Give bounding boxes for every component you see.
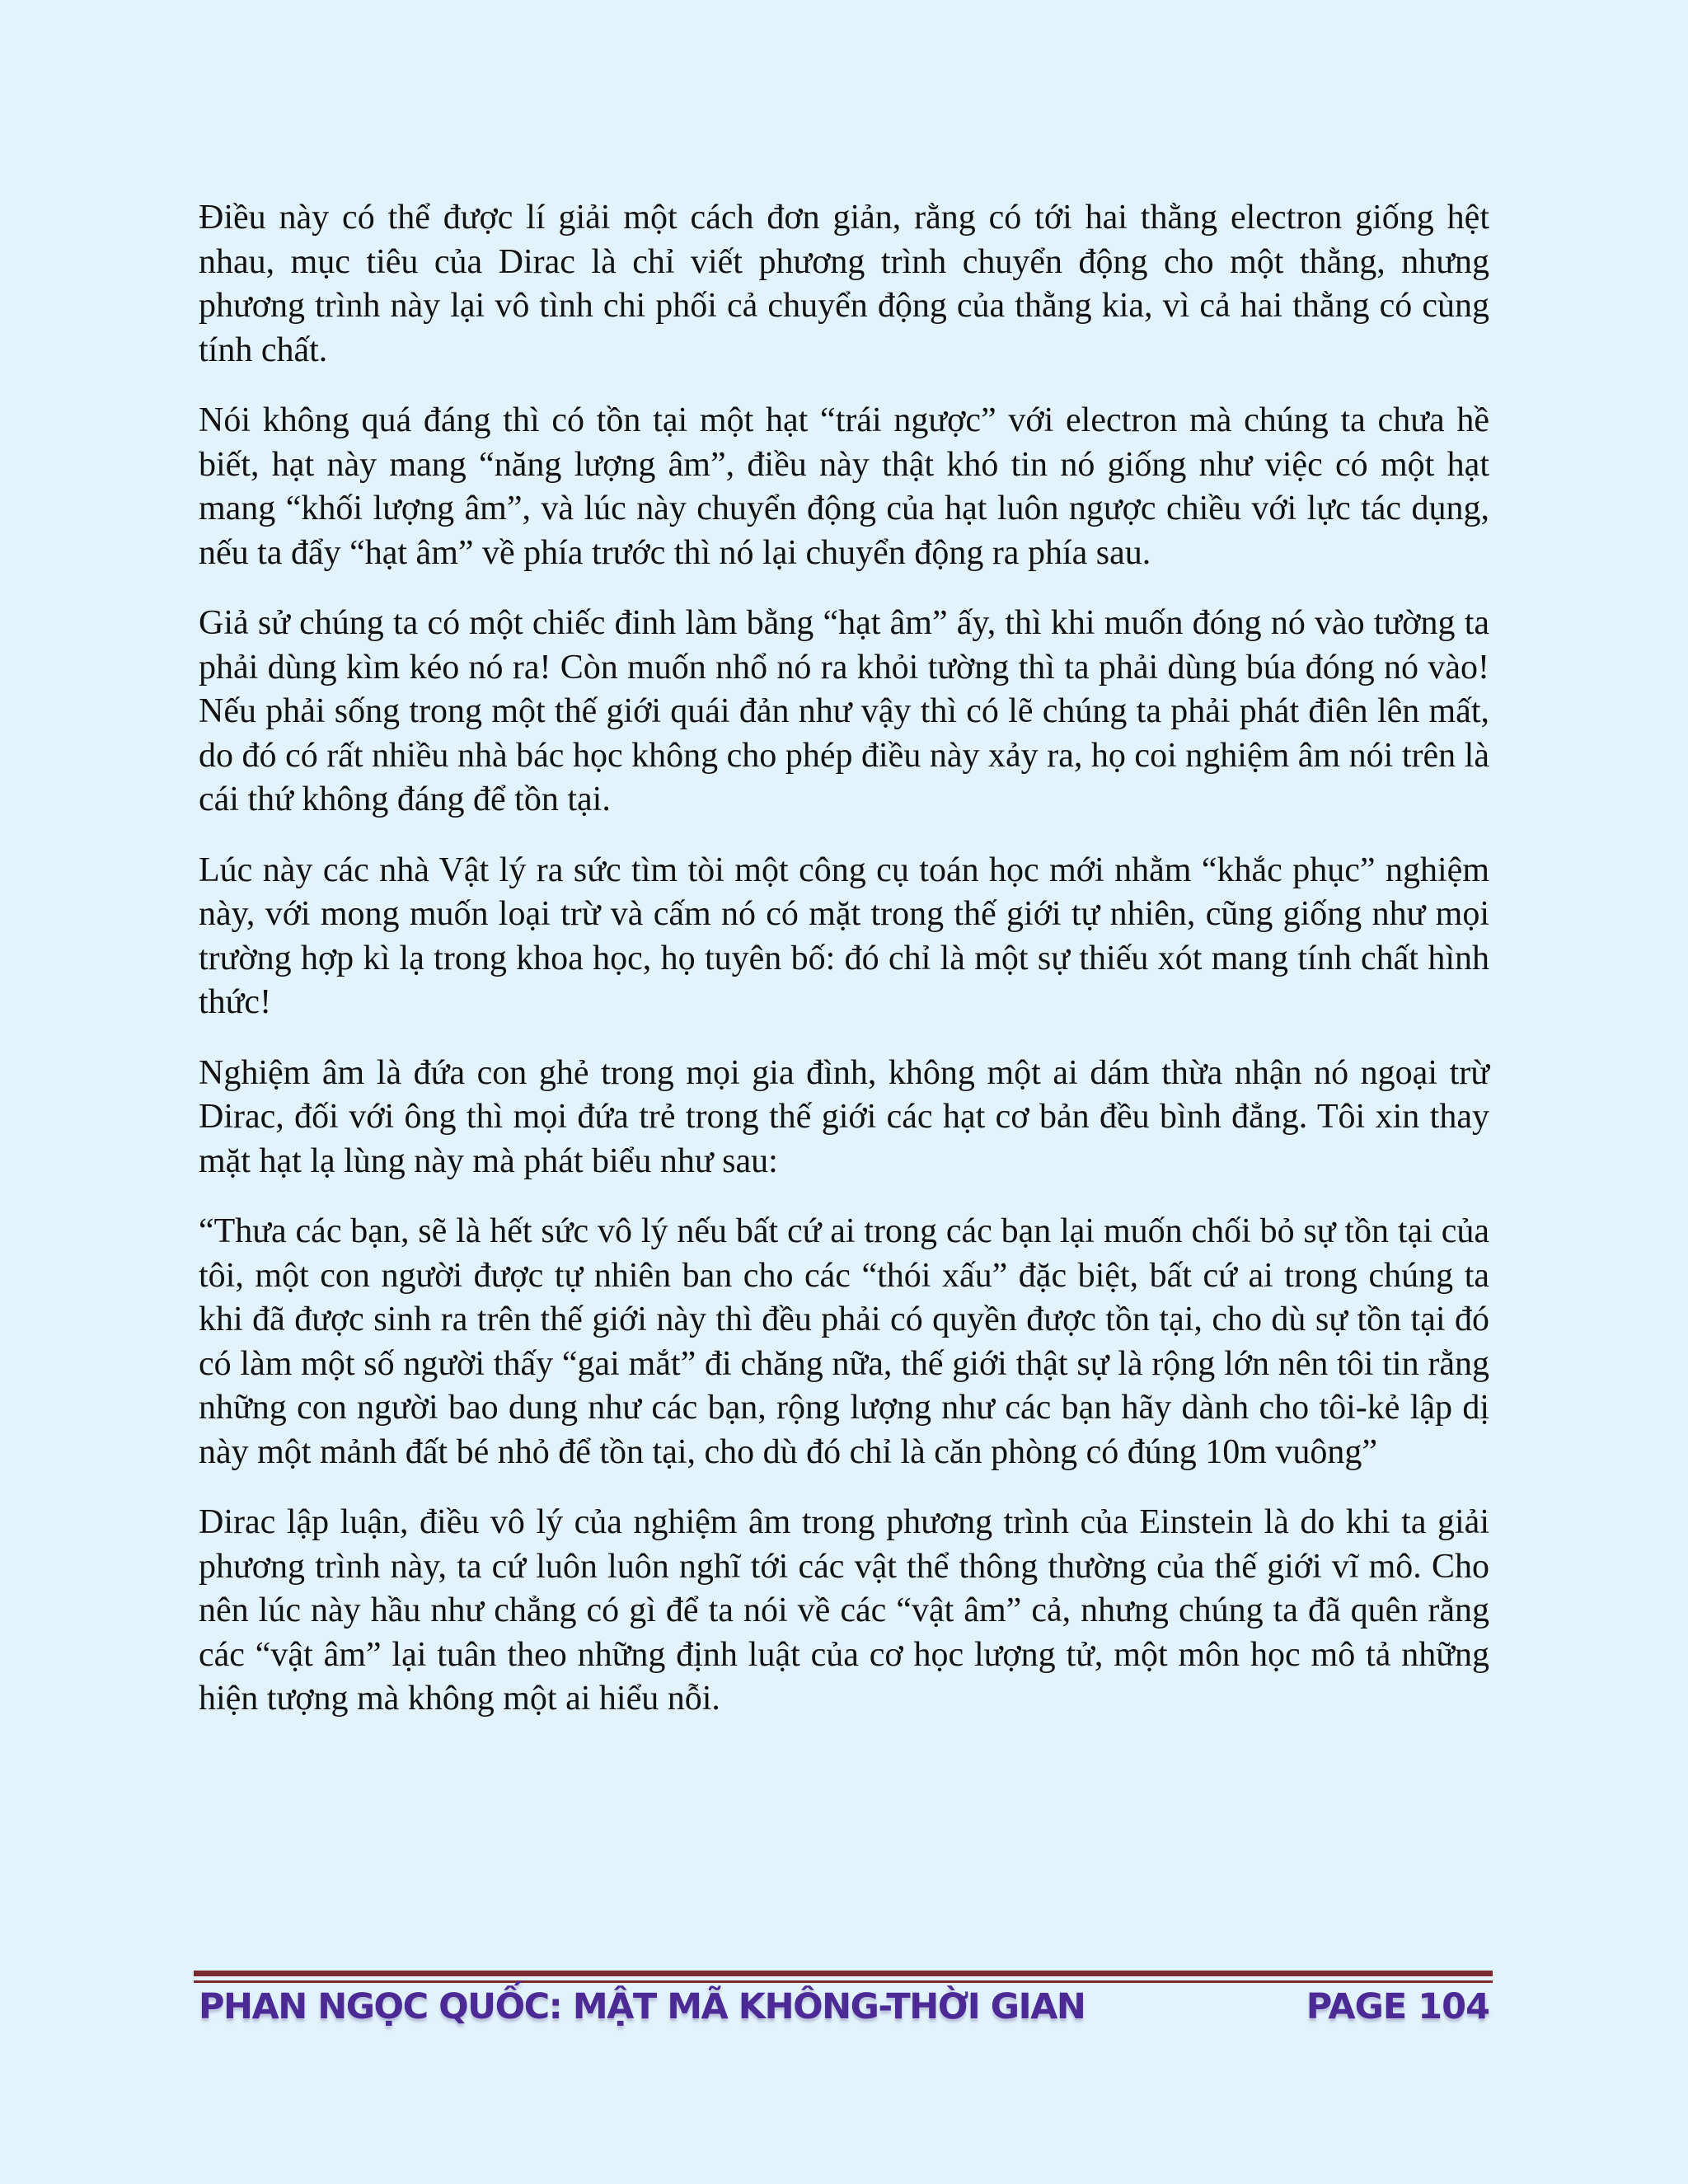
page-footer bbox=[199, 1986, 1489, 2036]
footer-divider-thin bbox=[194, 1980, 1493, 1983]
paragraph-6: “Thưa các bạn, sẽ là hết sức vô lý nếu bất cứ ai trong các bạn lại muốn chối bỏ sự tồn tại của tôi, một con người được tự nhiên ban cho các “thói xấu” đặc biệt, bất cứ ai trong chúng ta khi đã được sinh ra trên thế giới này thì đều phải có quyền được tồn tại, cho dù sự tồn tại đó có làm một số người thấy “gai mắt” đi chăng nữa, thế giới thật sự là rộng lớn nên tôi tin rằng những con người bao dung như các bạn, rộng lượng như các bạn hãy dành cho tôi-kẻ lập dị này một mảnh đất bé nhỏ để tồn tại, cho dù đó chỉ là căn phòng có đúng 10m vuông” bbox=[199, 1212, 1489, 1471]
paragraph-2: Nói không quá đáng thì có tồn tại một hạt “trái ngược” với electron mà chúng ta chưa hề biết, hạt này mang “năng lượng âm”, điều này thật khó tin nó giống như việc có một hạt mang “khối lượng âm”, và lúc này chuyển động của hạt luôn ngược chiều với lực tác dụng, nếu ta đẩy “hạt âm” về phía trước thì nó lại chuyển động ra phía sau. bbox=[199, 401, 1489, 572]
paragraph-5: Nghiệm âm là đứa con ghẻ trong mọi gia đình, không một ai dám thừa nhận nó ngoại trừ Dirac, đối với ông thì mọi đứa trẻ trong thế giới các hạt cơ bản đều bình đẳng. Tôi xin thay mặt hạt lạ lùng này mà phát biểu như sau: bbox=[199, 1053, 1489, 1180]
paragraph-7: Dirac lập luận, điều vô lý của nghiệm âm trong phương trình của Einstein là do khi ta giải phương trình này, ta cứ luôn luôn nghĩ tới các vật thể thông thường của thế giới vĩ mô. Cho nên lúc này hầu như chẳng có gì để ta nói về các “vật âm” cả, nhưng chúng ta đã quên rằng các “vật âm” lại tuân theo những định luật của cơ học lượng tử, một môn học mô tả những hiện tượng mà không một ai hiểu nỗi. bbox=[199, 1503, 1489, 1718]
footer-page-number: PAGE 104 bbox=[1306, 1986, 1489, 2027]
footer-divider-thick bbox=[194, 1971, 1493, 1976]
paragraph-3: Giả sử chúng ta có một chiếc đinh làm bằng “hạt âm” ấy, thì khi muốn đóng nó vào tường ta phải dùng kìm kéo nó ra! Còn muốn nhổ nó ra khỏi tường thì ta phải dùng búa đóng nó vào! Nếu phải sống trong một thế giới quái đản như vậy thì có lẽ chúng ta phải phát điên lên mất, do đó có rất nhiều nhà bác học không cho phép điều này xảy ra, họ coi nghiệm âm nói trên là cái thứ không đáng để tồn tại. bbox=[199, 604, 1489, 818]
paragraph-1: Điều này có thể được lí giải một cách đơn giản, rằng có tới hai thằng electron giống hệt nhau, mục tiêu của Dirac là chỉ viết phương trình chuyển động cho một thằng, nhưng phương trình này lại vô tình chi phối cả chuyển động của thằng kia, vì cả hai thằng có cùng tính chất. bbox=[199, 199, 1489, 369]
footer-book-title: PHAN NGỌC QUỐC: MẬT MÃ KHÔNG-THỜI GIAN bbox=[199, 1986, 1085, 2027]
paragraph-4: Lúc này các nhà Vật lý ra sức tìm tòi một công cụ toán học mới nhằm “khắc phục” nghiệm này, với mong muốn loại trừ và cấm nó có mặt trong thế giới tự nhiên, cũng giống như mọi trường hợp kì lạ trong khoa học, họ tuyên bố: đó chỉ là một sự thiếu xót mang tính chất hình thức! bbox=[199, 851, 1489, 1021]
page-body bbox=[199, 196, 1489, 1748]
